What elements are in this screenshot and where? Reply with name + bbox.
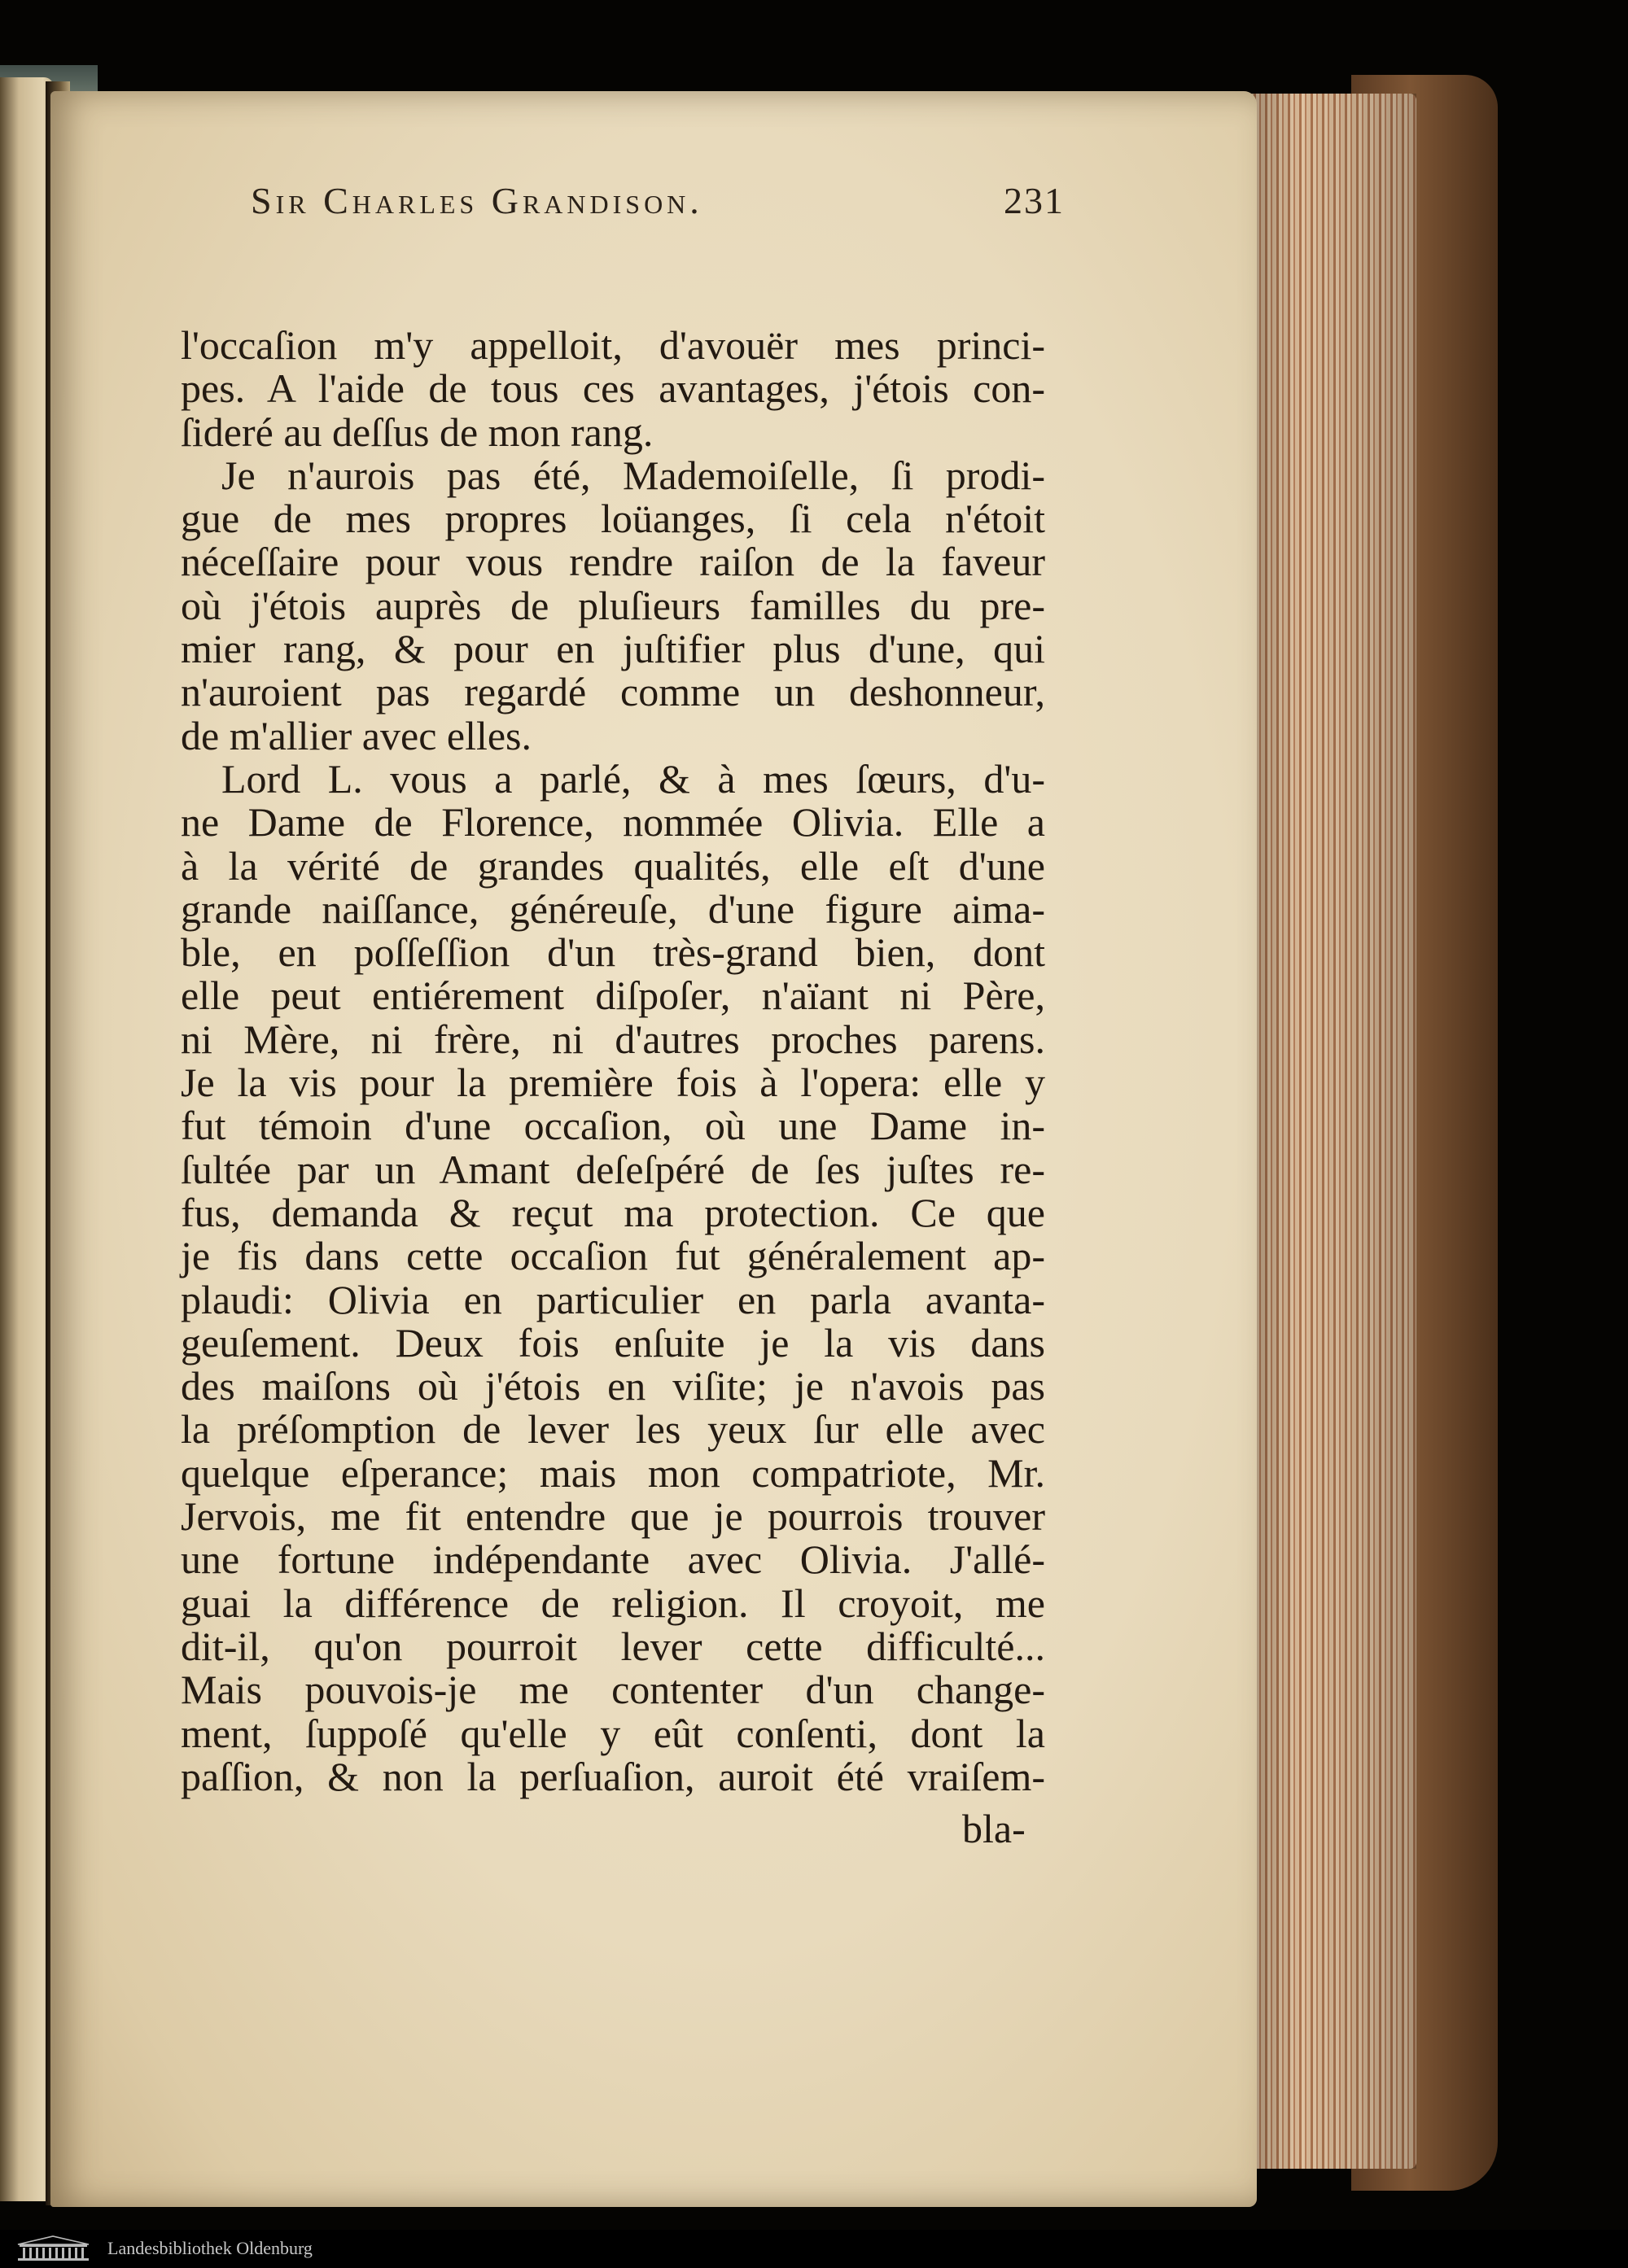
text-line: Lord L. vous a parlé, & à mes ſœurs, d'u-	[221, 755, 1045, 802]
text-line: où j'étois auprès de pluſieurs familles du pre-	[181, 582, 1045, 628]
text-line: pes. A l'aide de tous ces avantages, j'étois con-	[181, 365, 1045, 412]
text-line: ſultée par un Amant deſeſpéré de ſes juſtes re-	[181, 1146, 1045, 1192]
text-line: je fis dans cette occaſion fut généralement ap-	[181, 1233, 1045, 1279]
text-line: ni Mère, ni frère, ni d'autres proches parens.	[181, 1016, 1045, 1062]
text-line: ment, ſuppoſé qu'elle y eût conſenti, dont la	[181, 1710, 1045, 1756]
catchword: bla-	[962, 1806, 1026, 1851]
text-line: gue de mes propres loüanges, ſi cela n'étoit	[181, 496, 1045, 542]
text-line: guai la différence de religion. Il croyoit, me	[181, 1580, 1045, 1626]
text-line: ne Dame de Florence, nommée Olivia. Elle a	[181, 799, 1045, 846]
page-number: 231	[1004, 180, 1065, 221]
text-line: une fortune indépendante avec Olivia. J'allé-	[181, 1536, 1045, 1583]
page-fore-edge-shade	[1249, 94, 1416, 2169]
text-line: ble, en poſſeſſion d'un très-grand bien, dont	[181, 929, 1045, 976]
text-line: ſideré au deſſus de mon rang.	[181, 409, 654, 455]
text-line: de m'allier avec elles.	[181, 712, 532, 758]
text-line: plaudi: Olivia en particulier en parla avanta-	[181, 1276, 1045, 1322]
running-title: Sir Charles Grandison.	[251, 180, 703, 221]
text-line: des maiſons où j'étois en viſite; je n'avois pas	[181, 1363, 1045, 1409]
viewer-footer	[0, 2230, 1628, 2268]
running-header	[251, 179, 1065, 238]
text-line: Jervois, me fit entendre que je pourrois trouver	[181, 1493, 1045, 1540]
text-line: fus, demanda & reçut ma protection. Ce que	[181, 1189, 1045, 1235]
text-line: Mais pouvois-je me contenter d'un change-	[181, 1667, 1045, 1713]
text-line: dit-il, qu'on pourroit lever cette difficulté...	[181, 1623, 1045, 1669]
text-line: quelque eſperance; mais mon compatriote, Mr.	[181, 1449, 1045, 1496]
text-line: fut témoin d'une occaſion, où une Dame in-	[181, 1103, 1045, 1149]
text-line: à la vérité de grandes qualités, elle eſt d'une	[181, 842, 1045, 889]
text-line: n'auroient pas regardé comme un deshonneur,	[181, 669, 1045, 715]
text-line: mier rang, & pour en juſtifier plus d'une, qui	[181, 626, 1045, 672]
text-line: Je n'aurois pas été, Mademoiſelle, ſi prodi-	[221, 452, 1045, 498]
library-name: Landesbibliothek Oldenburg	[107, 2238, 313, 2258]
text-line: la préſomption de lever les yeux ſur elle avec	[181, 1406, 1045, 1453]
library-building-icon	[15, 2235, 92, 2262]
text-line: Je la vis pour la première fois à l'opera: elle y	[181, 1060, 1045, 1106]
text-line: elle peut entiérement diſpoſer, n'aïant ni Père,	[181, 972, 1045, 1019]
text-line: néceſſaire pour vous rendre raiſon de la faveur	[181, 539, 1045, 585]
text-line: geuſement. Deux fois enſuite je la vis dans	[181, 1319, 1045, 1366]
page-body-text	[181, 324, 1045, 1798]
text-line: l'occaſion m'y appelloit, d'avouër mes princi-	[181, 322, 1045, 368]
text-line: paſſion, & non la perſuaſion, auroit été vraiſem-	[181, 1753, 1045, 1799]
text-line: grande naiſſance, généreuſe, d'une figure aima-	[181, 885, 1045, 932]
